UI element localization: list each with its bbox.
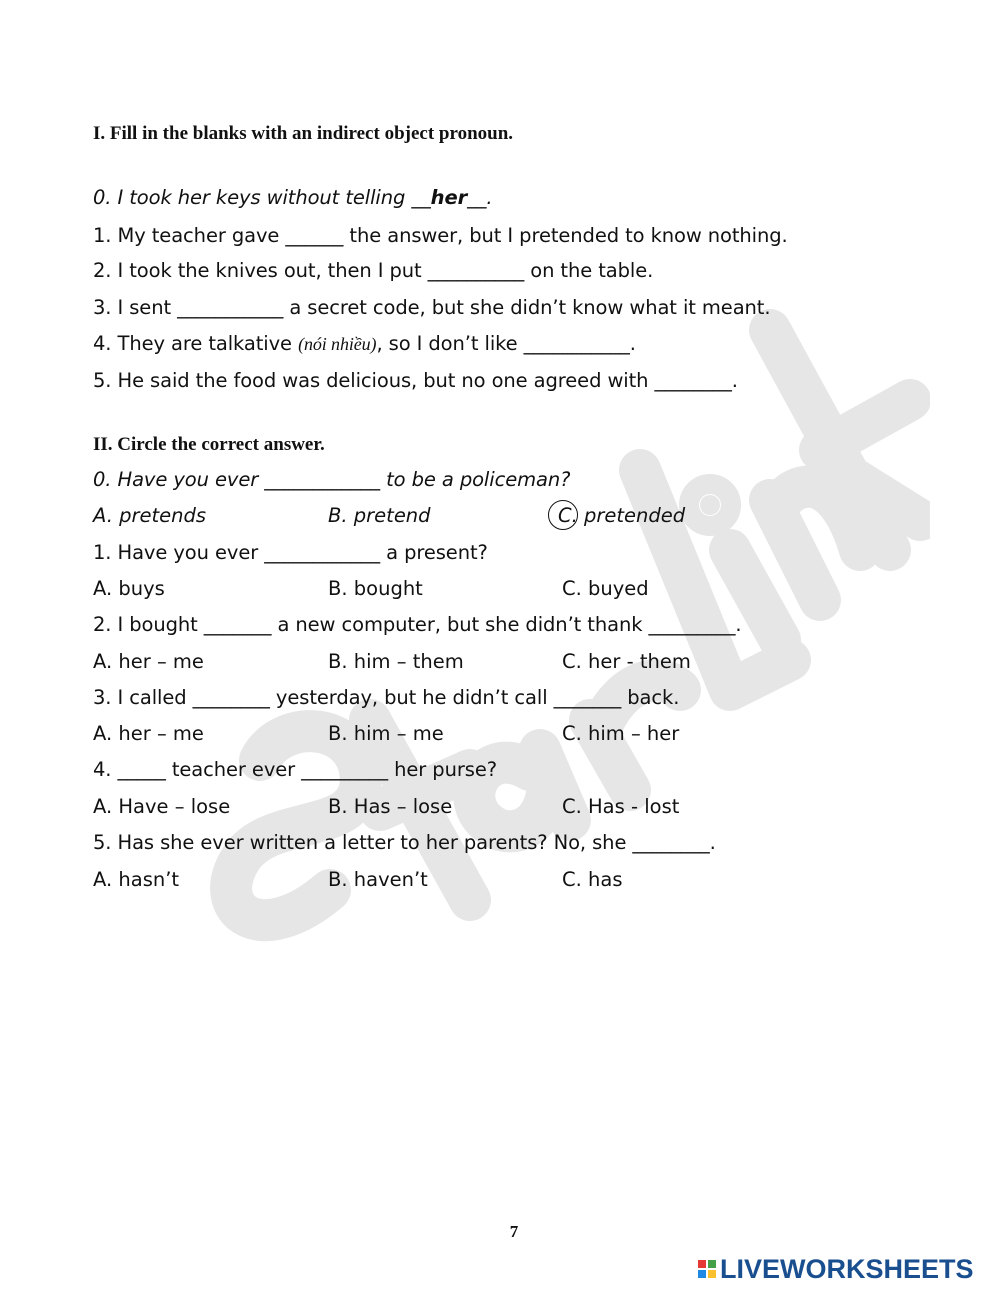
- section1-heading: I. Fill in the blanks with an indirect object pronoun.: [93, 123, 514, 144]
- question-4: 4. _____ teacher ever _________ her purse?: [93, 758, 497, 781]
- q4-option-b: B. Has – lose: [328, 795, 453, 818]
- section2-heading: II. Circle the correct answer.: [93, 434, 325, 455]
- question-2: 2. I bought _______ a new computer, but she didn’t thank _________.: [93, 613, 742, 636]
- q0-option-a: A. pretends: [93, 504, 207, 527]
- q1-option-a: A. buys: [93, 577, 165, 600]
- example-answer: her: [430, 186, 468, 209]
- q0-option-b: B. pretend: [328, 504, 431, 527]
- q2-option-b: B. him – them: [328, 650, 464, 673]
- fill-item-4: [93, 332, 636, 355]
- q3-option-c: C. him – her: [562, 722, 680, 745]
- fill-item-5: 5. He said the food was delicious, but no one agreed with ________.: [93, 369, 738, 392]
- q1-option-b: B. bought: [328, 577, 423, 600]
- q5-option-c: C. has: [562, 868, 623, 891]
- question-3: 3. I called ________ yesterday, but he didn’t call _______ back.: [93, 686, 680, 709]
- q3-option-b: B. him – me: [328, 722, 444, 745]
- logo-squares-icon: [698, 1260, 716, 1278]
- q5-option-a: A. hasn’t: [93, 868, 180, 891]
- example-sentence: [93, 186, 493, 209]
- fill-item-1: 1. My teacher gave ______ the answer, but I pretended to know nothing.: [93, 224, 788, 247]
- q0-option-c-letter: C: [558, 504, 572, 527]
- question-1: 1. Have you ever ____________ a present?: [93, 541, 488, 564]
- question-5: 5. Has she ever written a letter to her parents? No, she ________.: [93, 831, 716, 854]
- q3-option-a: A. her – me: [93, 722, 204, 745]
- vietnamese-note: (nói nhiều): [298, 334, 377, 354]
- q4-option-c: C. Has - lost: [562, 795, 680, 818]
- starlink-watermark: [170, 250, 930, 1030]
- example-after: __.: [467, 186, 493, 209]
- fill-item-4-before: 4. They are talkative: [93, 332, 299, 355]
- q4-option-a: A. Have – lose: [93, 795, 231, 818]
- q2-option-c: C. her - them: [562, 650, 691, 673]
- q2-option-a: A. her – me: [93, 650, 204, 673]
- fill-item-2: 2. I took the knives out, then I put __________ on the table.: [93, 259, 654, 282]
- q0-option-c-text: . pretended: [571, 504, 686, 527]
- question-0: 0. Have you ever ____________ to be a policeman?: [93, 468, 571, 491]
- q5-option-b: B. haven’t: [328, 868, 428, 891]
- liveworksheets-logo[interactable]: [698, 1254, 974, 1284]
- example-before: 0. I took her keys without telling __: [93, 186, 431, 209]
- page-number: 7: [509, 1222, 519, 1241]
- q0-option-c: [558, 504, 685, 527]
- logo-text: LIVEWORKSHEETS: [720, 1253, 974, 1284]
- q1-option-c: C. buyed: [562, 577, 649, 600]
- fill-item-4-after: , so I don’t like ___________.: [376, 332, 636, 355]
- fill-item-3: 3. I sent ___________ a secret code, but she didn’t know what it meant.: [93, 296, 771, 319]
